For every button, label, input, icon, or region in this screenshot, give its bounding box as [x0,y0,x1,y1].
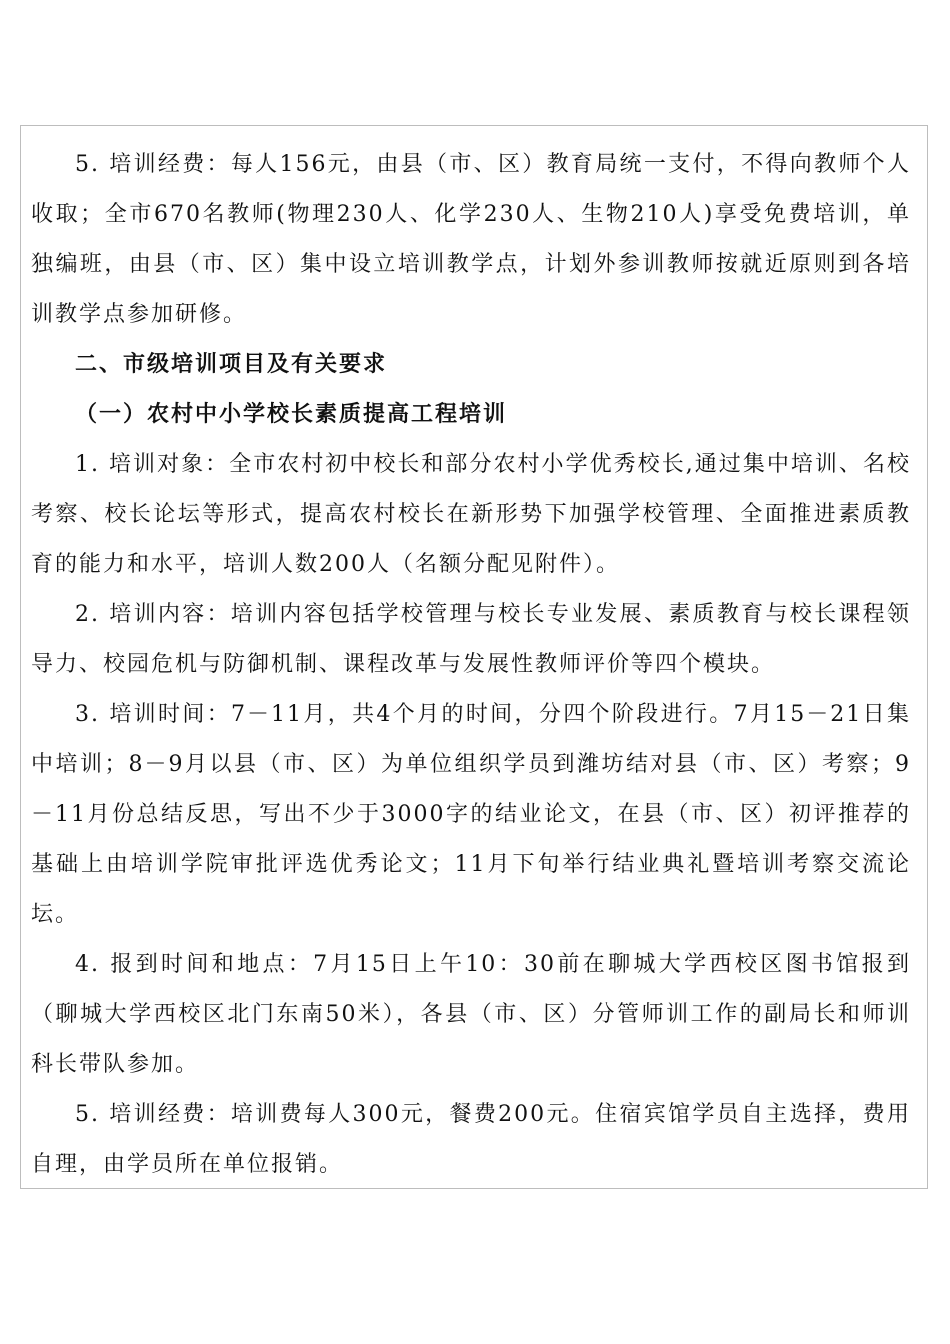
paragraph-training-fee-municipal: 5. 培训经费：培训费每人300元，餐费200元。住宿宾馆学员自主选择，费用自理，由学员所在单位报销。 [31,1102,911,1177]
paragraph-training-fee-county: 5. 培训经费：每人156元，由县（市、区）教育局统一支付，不得向教师个人收取；全市670名教师(物理230人、化学230人、生物210人)享受免费培训，单独编班，由县（市、区）集中设立培训教学点，计划外参训教师按就近原则到各培训教学点参加研修。 [31,152,911,327]
paragraph-training-target: 1. 培训对象：全市农村初中校长和部分农村小学优秀校长,通过集中培训、名校考察、校长论坛等形式，提高农村校长在新形势下加强学校管理、全面推进素质教育的能力和水平，培训人数200人（名额分配见附件）。 [31,452,911,577]
subsection-heading-rural-principal-training: （一）农村中小学校长素质提高工程培训 [75,402,508,427]
section-heading-municipal-projects: 二、市级培训项目及有关要求 [75,352,388,377]
paragraph-training-time: 3. 培训时间：7－11月，共4个月的时间，分四个阶段进行。7月15－21日集中培训；8－9月以县（市、区）为单位组织学员到潍坊结对县（市、区）考察；9－11月份总结反思，写出不少于3000字的结业论文，在县（市、区）初评推荐的基础上由培训学院审批评选优秀论文；11月下旬举行结业典礼暨培训考察交流论坛。 [31,702,911,927]
document-body [31,140,911,1190]
paragraph-registration: 4. 报到时间和地点：7月15日上午10：30前在聊城大学西校区图书馆报到（聊城大学西校区北门东南50米），各县（市、区）分管师训工作的副局长和师训科长带队参加。 [31,952,911,1077]
paragraph-training-content: 2. 培训内容：培训内容包括学校管理与校长专业发展、素质教育与校长课程领导力、校园危机与防御机制、课程改革与发展性教师评价等四个模块。 [31,602,911,677]
